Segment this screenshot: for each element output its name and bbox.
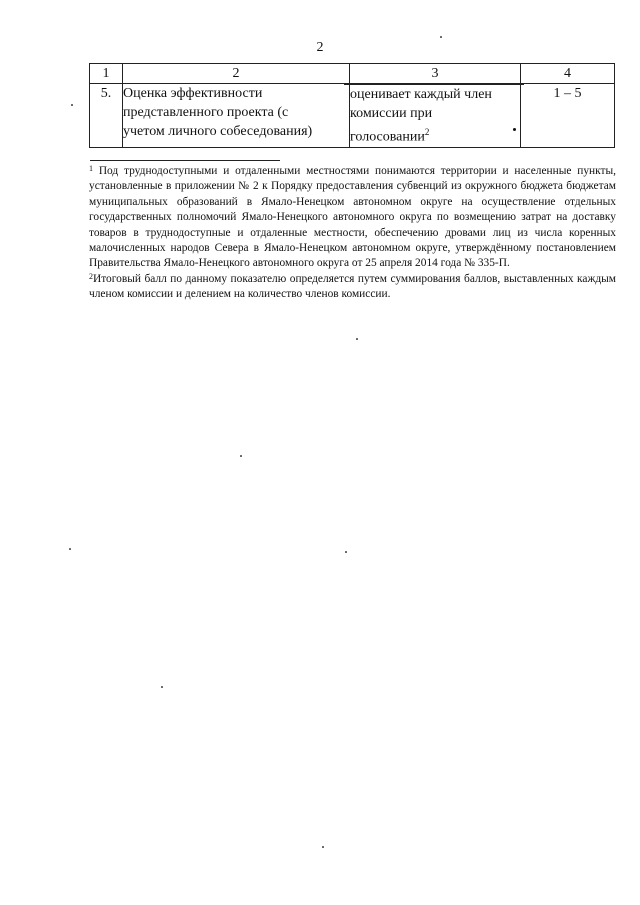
- criteria-table: [89, 63, 615, 148]
- scan-speck: [322, 846, 324, 848]
- score-range-cell: 1 – 5: [521, 84, 615, 148]
- footnotes: [89, 164, 616, 303]
- scan-speck: [69, 548, 71, 550]
- criterion-line: учетом личного собеседования): [123, 124, 313, 139]
- page-number: 2: [316, 40, 324, 55]
- footnote-reference: 2: [424, 127, 430, 137]
- scan-speck: [240, 455, 242, 457]
- criterion-cell: [123, 84, 350, 148]
- evaluation-method-cell: [350, 84, 521, 148]
- footnote-2: [89, 272, 616, 303]
- column-header-1: 1: [90, 64, 123, 84]
- scan-speck: [71, 104, 73, 106]
- scan-speck: [345, 551, 347, 553]
- ink-dot: [513, 128, 516, 131]
- column-header-3: 3: [350, 64, 521, 84]
- footnote-text: Итоговый балл по данному показателю определяется путем суммирования баллов, выставленных каждым членом комиссии и делением на количество членов комиссии.: [89, 272, 616, 301]
- method-line: [350, 123, 520, 147]
- criterion-line: Оценка эффективности: [123, 86, 263, 101]
- footnote-marker: 1: [89, 164, 93, 173]
- row-number: 5.: [90, 84, 123, 148]
- method-line: оценивает каждый член: [350, 87, 492, 102]
- method-line-text: голосовании: [350, 129, 425, 145]
- table-header-row: [90, 64, 615, 84]
- scan-speck: [356, 338, 358, 340]
- footnote-separator: [90, 160, 280, 161]
- scan-speck: [440, 36, 442, 38]
- column-header-2: 2: [123, 64, 350, 84]
- scan-speck: [161, 686, 163, 688]
- footnote-marker: 2: [89, 271, 93, 281]
- column-header-4: 4: [521, 64, 615, 84]
- footnote-text: Под труднодоступными и отдаленными местностями понимаются территории и населенные пункты, установленные в приложении № 2 к Порядку предоставления субвенций из окружного бюджета бюджетам муниципальных образований в Ямало-Ненецком автономном округе на осуществление отдельных государственных полномочий Ямало-Ненецкого автономного округа по возмещению затрат на доставку товаров в труднодоступные и отдаленные местности, обеспечению дровами лиц из числа коренных малочисленных народов Севера в Ямало-Ненецком автономном округе, утверждённому постановлением Правительства Ямало-Ненецкого автономного округа от 25 апреля 2014 года № 335-П.: [89, 165, 616, 270]
- method-line: комиссии при: [350, 106, 433, 121]
- footnote-1: [89, 164, 616, 272]
- table-row: [90, 84, 615, 148]
- criterion-line: представленного проекта (с: [123, 105, 289, 120]
